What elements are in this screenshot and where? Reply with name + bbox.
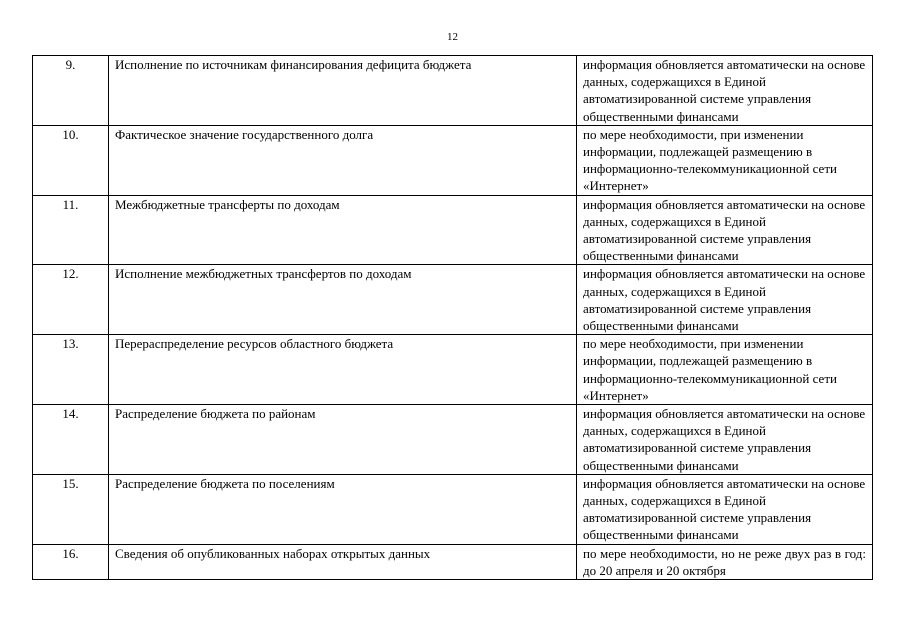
table-row — [33, 195, 873, 265]
table-row — [33, 544, 873, 579]
row-info: информация обновляется автоматически на основе данных, содержащихся в Единой автоматизированной системе управления общественными финансами — [577, 474, 873, 544]
row-name: Исполнение межбюджетных трансфертов по доходам — [109, 265, 577, 335]
row-number: 12. — [33, 265, 109, 335]
row-number: 10. — [33, 125, 109, 195]
row-name: Фактическое значение государственного долга — [109, 125, 577, 195]
row-name: Сведения об опубликованных наборах открытых данных — [109, 544, 577, 579]
row-info: по мере необходимости, при изменении информации, подлежащей размещению в информационно-телекоммуникационной сети «Интернет» — [577, 125, 873, 195]
row-number: 11. — [33, 195, 109, 265]
row-info: информация обновляется автоматически на основе данных, содержащихся в Единой автоматизированной системе управления общественными финансами — [577, 405, 873, 475]
row-number: 15. — [33, 474, 109, 544]
table-row — [33, 335, 873, 405]
row-name: Распределение бюджета по районам — [109, 405, 577, 475]
row-number: 9. — [33, 56, 109, 126]
row-name: Распределение бюджета по поселениям — [109, 474, 577, 544]
page-number: 12 — [447, 31, 458, 43]
row-info: по мере необходимости, при изменении информации, подлежащей размещению в информационно-телекоммуникационной сети «Интернет» — [577, 335, 873, 405]
row-name: Перераспределение ресурсов областного бюджета — [109, 335, 577, 405]
row-info: информация обновляется автоматически на основе данных, содержащихся в Единой автоматизированной системе управления общественными финансами — [577, 195, 873, 265]
table-row — [33, 56, 873, 126]
row-number: 16. — [33, 544, 109, 579]
table-row — [33, 474, 873, 544]
table-row — [33, 265, 873, 335]
row-number: 14. — [33, 405, 109, 475]
row-info: по мере необходимости, но не реже двух раз в год: до 20 апреля и 20 октября — [577, 544, 873, 579]
row-name: Межбюджетные трансферты по доходам — [109, 195, 577, 265]
row-info: информация обновляется автоматически на основе данных, содержащихся в Единой автоматизированной системе управления общественными финансами — [577, 56, 873, 126]
row-name: Исполнение по источникам финансирования дефицита бюджета — [109, 56, 577, 126]
row-number: 13. — [33, 335, 109, 405]
row-info: информация обновляется автоматически на основе данных, содержащихся в Единой автоматизированной системе управления общественными финансами — [577, 265, 873, 335]
table-row — [33, 125, 873, 195]
table-row — [33, 405, 873, 475]
publication-schedule-table — [32, 55, 873, 580]
